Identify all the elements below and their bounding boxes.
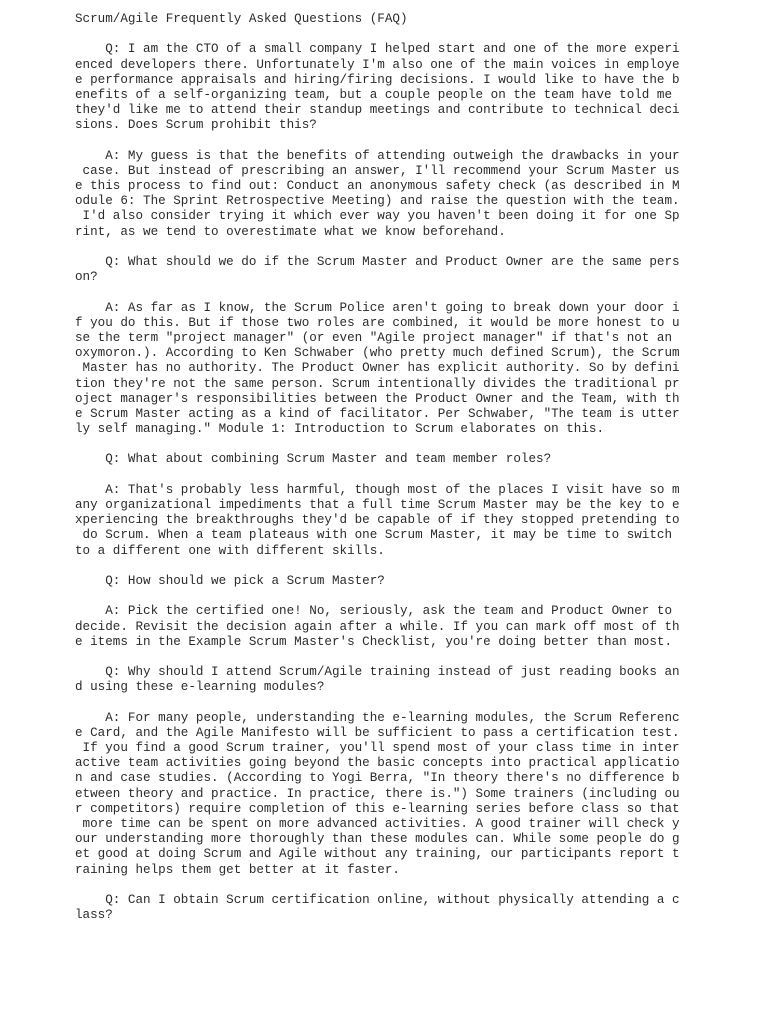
text-line: r competitors) require completion of this e-learning series before class so that	[75, 801, 680, 816]
text-line: etween theory and practice. In practice, there is.") Some trainers (including ou	[75, 786, 680, 801]
text-line: our understanding more thoroughly than these modules can. While some people do g	[75, 832, 680, 847]
text-line: A: As far as I know, the Scrum Police aren't going to break down your door i	[75, 300, 680, 315]
text-line: ly self managing." Module 1: Introduction to Scrum elaborates on this.	[75, 422, 605, 437]
text-line: enced developers there. Unfortunately I'm also one of the main voices in employe	[75, 57, 680, 72]
text-line: rint, as we tend to overestimate what we know beforehand.	[75, 224, 506, 239]
text-line: se the term "project manager" (or even "Agile project manager" if that's not an	[75, 330, 680, 345]
text-line: e items in the Example Scrum Master's Checklist, you're doing better than most.	[75, 634, 673, 649]
text-line	[75, 468, 735, 483]
text-line: Master has no authority. The Product Owner has explicit authority. So by defini	[75, 361, 680, 376]
text-line	[75, 134, 735, 149]
text-line: e Scrum Master acting as a kind of facilitator. Per Schwaber, "The team is utter	[75, 406, 680, 421]
faq-document	[75, 12, 735, 923]
text-line: Q: Why should I attend Scrum/Agile training instead of just reading books an	[75, 665, 680, 680]
text-line: sions. Does Scrum prohibit this?	[75, 118, 317, 133]
text-line	[75, 695, 735, 710]
text-line: A: That's probably less harmful, though most of the places I visit have so m	[75, 482, 680, 497]
text-line: Q: I am the CTO of a small company I helped start and one of the more experi	[75, 42, 680, 57]
text-line	[75, 589, 735, 604]
text-line: case. But instead of prescribing an answer, I'll recommend your Scrum Master us	[75, 163, 680, 178]
text-line: raining helps them get better at it faster.	[75, 862, 400, 877]
text-line: e performance appraisals and hiring/firing decisions. I would like to have the b	[75, 72, 680, 87]
text-line: A: Pick the certified one! No, seriously, ask the team and Product Owner to	[75, 604, 680, 619]
text-line: oxymoron.). According to Ken Schwaber (who pretty much defined Scrum), the Scrum	[75, 346, 680, 361]
text-line	[75, 285, 735, 300]
text-line	[75, 437, 735, 452]
text-line	[75, 27, 735, 42]
text-line: decide. Revisit the decision again after a while. If you can mark off most of th	[75, 619, 680, 634]
text-line: tion they're not the same person. Scrum intentionally divides the traditional pr	[75, 376, 680, 391]
text-line: f you do this. But if those two roles are combined, it would be more honest to u	[75, 315, 680, 330]
text-line: any organizational impediments that a full time Scrum Master may be the key to e	[75, 498, 680, 512]
text-line: Q: What should we do if the Scrum Master and Product Owner are the same pers	[75, 255, 680, 269]
document-title: Scrum/Agile Frequently Asked Questions (FAQ)	[75, 12, 408, 26]
text-line	[75, 559, 735, 574]
text-line: A: My guess is that the benefits of attending outweigh the drawbacks in your	[75, 148, 680, 163]
text-line	[75, 650, 735, 665]
text-line: d using these e-learning modules?	[75, 680, 325, 695]
text-line: odule 6: The Sprint Retrospective Meeting) and raise the question with the team.	[75, 194, 680, 209]
text-line: to a different one with different skills.	[75, 543, 385, 558]
text-line: e Card, and the Agile Manifesto will be sufficient to pass a certification test.	[75, 725, 680, 740]
text-line	[75, 878, 735, 893]
text-line: xperiencing the breakthroughs they'd be capable of if they stopped pretending to	[75, 513, 680, 528]
text-line: n and case studies. (According to Yogi Berra, "In theory there's no difference b	[75, 771, 680, 786]
text-line: If you find a good Scrum trainer, you'll spend most of your class time in inter	[75, 741, 680, 755]
text-line: do Scrum. When a team plateaus with one Scrum Master, it may be time to switch	[75, 528, 680, 543]
text-line: oject manager's responsibilities between the Product Owner and the Team, with th	[75, 391, 680, 406]
text-line: on?	[75, 270, 98, 285]
text-line: more time can be spent on more advanced activities. A good trainer will check y	[75, 816, 680, 831]
text-line: I'd also consider trying it which ever way you haven't been doing it for one Sp	[75, 209, 680, 224]
text-line: Q: What about combining Scrum Master and team member roles?	[75, 452, 552, 467]
text-line: et good at doing Scrum and Agile without any training, our participants report t	[75, 847, 680, 862]
text-line: lass?	[75, 908, 113, 923]
text-line	[75, 240, 735, 255]
text-line: Q: Can I obtain Scrum certification online, without physically attending a c	[75, 892, 680, 907]
text-line: A: For many people, understanding the e-learning modules, the Scrum Referenc	[75, 710, 680, 725]
text-line: Q: How should we pick a Scrum Master?	[75, 573, 385, 588]
text-line: they'd like me to attend their standup meetings and contribute to technical deci	[75, 103, 680, 118]
text-line: e this process to find out: Conduct an anonymous safety check (as described in M	[75, 179, 680, 194]
text-line: enefits of a self-organizing team, but a couple people on the team have told me	[75, 87, 680, 102]
text-line: active team activities going beyond the basic concepts into practical applicatio	[75, 756, 680, 771]
